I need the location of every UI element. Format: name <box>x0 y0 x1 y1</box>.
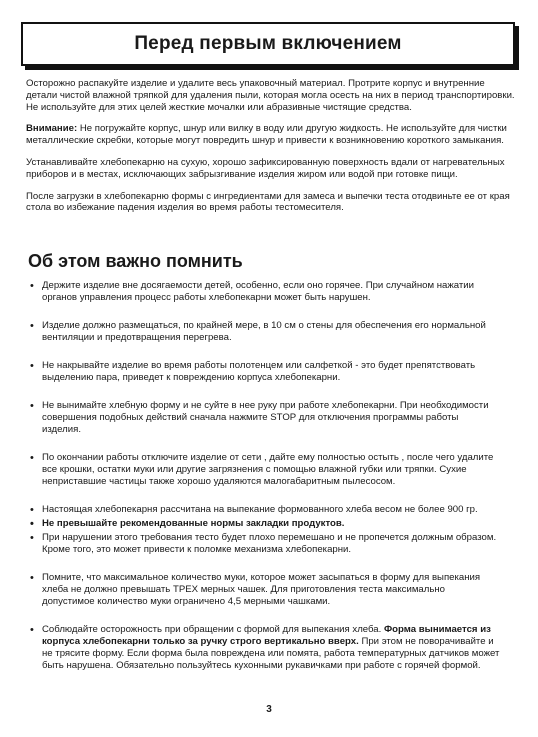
list-item-text: При этом не поворачивайте и не трясите форму. Если форма была повреждена или помята, работа температурных датчиков может быть нарушена. Обязательно пользуйтесь кухонными рукавичками при работе с горячей формой. <box>42 636 500 671</box>
page-title: Перед первым включением <box>134 33 402 54</box>
list-item: • По окончании работы отключите изделие от сети , дайте ему полностью остыть , после чего удалите все крошки, остатки муки или другие загрязнения с помощью влажной губки или тряпки. Сухие неприставшие частицы также хорошо удаляются малогабаритным пылесосом. <box>30 452 500 488</box>
page-number: 3 <box>266 704 272 715</box>
list-item: • Не вынимайте хлебную форму и не суйте в нее руку при работе хлебопекарни. При необходимости совершения подобных действий сначала нажмите STOP для отключения программы работы изделия. <box>30 400 500 436</box>
list-item: • Не превышайте рекомендованные нормы закладки продуктов. <box>30 518 500 530</box>
intro-paragraph-warning <box>26 123 516 147</box>
list-item: • Изделие должно размещаться, по крайней мере, в 10 см о стены для обеспечения его нормальной вентиляции и предотвращения перегрева. <box>30 320 500 344</box>
list-item <box>30 624 500 672</box>
list-item-emphasis: Форма вынимается из корпуса хлебопекарни только за ручку строго вертикально вверх. <box>42 624 491 647</box>
intro-paragraph-unpack: Осторожно распакуйте изделие и удалите весь упаковочный материал. Протрите корпус и внутренние детали чистой влажной тряпкой для удаления пыли, которая могла осесть на них в период транспортировки. Не используйте для этих целей жесткие мочалки или абразивные чистящие средства. <box>26 78 515 113</box>
section-heading: Об этом важно помнить <box>28 251 243 271</box>
list-item-text: Соблюдайте осторожность при обращении с формой для выпекания хлеба. <box>42 624 384 635</box>
intro-paragraph-placement: Устанавливайте хлебопекарню на сухую, хорошо зафиксированную поверхность вдали от нагревательных приборов и в местах, исключающих забрызгивание изделия жиром или водой при готовке пищи. <box>26 156 505 180</box>
warning-text: Не погружайте корпус, шнур или вилку в воду или другую жидкость. Не используйте для чистки металлические скребки, которые могут повредить шнур и привести к возникновению короткого замыкания. <box>26 123 507 147</box>
safety-list <box>30 280 500 672</box>
list-item: • Держите изделие вне досягаемости детей, особенно, если оно горячее. При случайном нажатии органов управления процесс работы хлебопекарни может быть нарушен. <box>30 280 500 304</box>
list-item: • При нарушении этого требования тесто будет плохо перемешано и не пропечется должным образом. Кроме того, это может привести к поломке механизма хлебопекарни. <box>30 532 500 556</box>
list-item: • Не накрывайте изделие во время работы полотенцем или салфеткой - это будет препятствовать выделению пара, приведет к повреждению корпуса хлебопекарни. <box>30 360 500 384</box>
list-item: • Настоящая хлебопекарня рассчитана на выпекание формованного хлеба весом не более 900 гр. <box>30 504 500 516</box>
intro-section <box>26 78 516 224</box>
intro-paragraph-loading: После загрузки в хлебопекарню формы с ингредиентами для замеса и выпечки теста отодвиньте ее от края стола во избежание падения изделия во время работы тестомесителя. <box>26 190 510 214</box>
list-item: • Помните, что максимальное количество муки, которое может засыпаться в форму для выпекания хлеба не должно превышать ТРЕХ мерных чашек. Для приготовления теста максимально допустимое количество муки ограничено 4,5 мерными чашками. <box>30 572 500 608</box>
warning-label: Внимание: <box>26 123 78 135</box>
title-box <box>21 22 515 66</box>
